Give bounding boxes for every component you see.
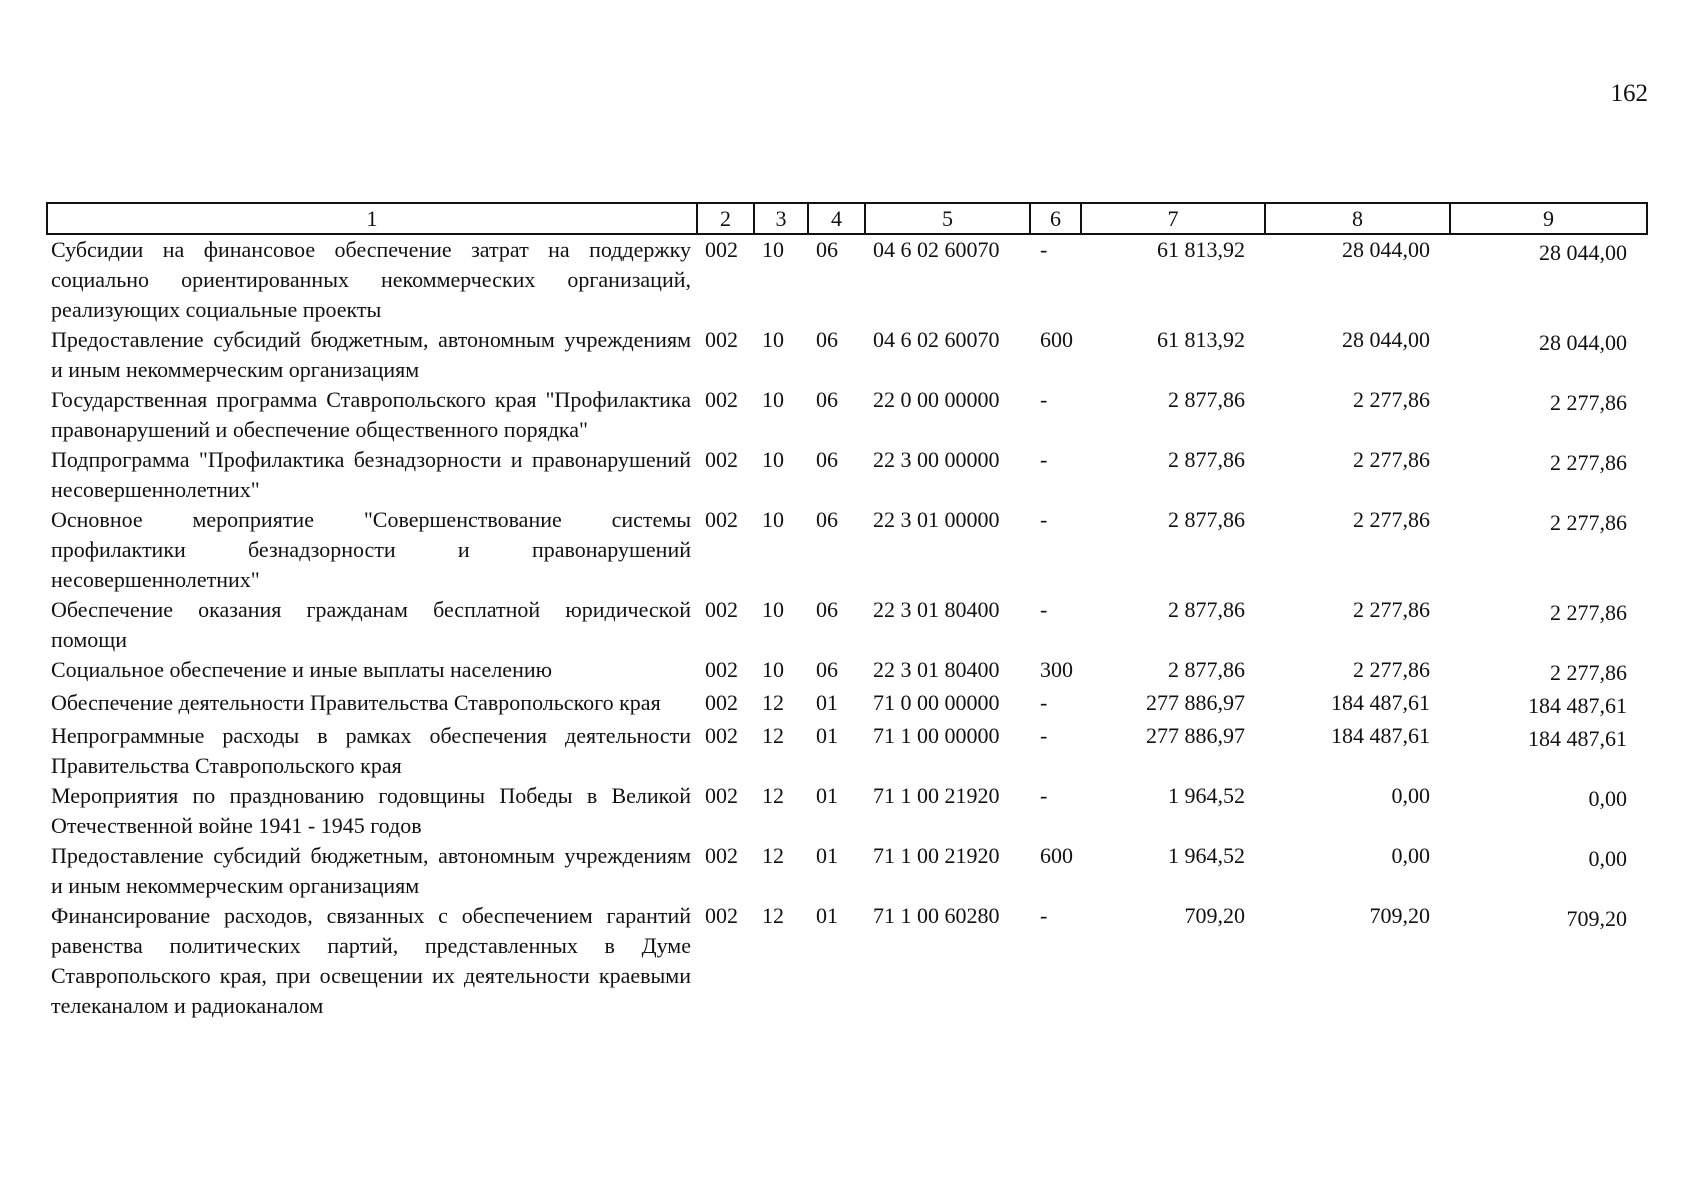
subsection-code: 06 <box>816 657 838 682</box>
target-article-code: 22 3 01 80400 <box>873 657 1000 682</box>
table-row <box>47 655 1647 688</box>
expense-name: Предоставление субсидий бюджетным, автономным учреждениям и иным некоммерческим организациям <box>51 843 691 898</box>
section-code: 12 <box>762 783 784 808</box>
amount-col-8: 184 487,61 <box>1331 723 1430 748</box>
expense-name: Обеспечение деятельности Правительства Ставропольского края <box>51 690 661 715</box>
subsection-code: 01 <box>816 903 838 928</box>
section-code: 10 <box>762 237 784 262</box>
amount-col-7: 2 877,86 <box>1168 597 1245 622</box>
amount-col-8: 2 277,86 <box>1353 507 1430 532</box>
subsection-code: 06 <box>816 387 838 412</box>
ministry-code: 002 <box>705 387 738 412</box>
expense-name: Основное мероприятие "Совершенствование системы профилактики безнадзорности и правонарушений несовершеннолетних" <box>51 507 691 592</box>
amount-col-9: 184 487,61 <box>1528 726 1627 751</box>
amount-col-9: 28 044,00 <box>1539 330 1627 355</box>
ministry-code: 002 <box>705 447 738 472</box>
amount-col-9: 2 277,86 <box>1550 600 1627 625</box>
ministry-code: 002 <box>705 723 738 748</box>
target-article-code: 71 0 00 00000 <box>873 690 1000 715</box>
amount-col-8: 28 044,00 <box>1342 237 1430 262</box>
expense-name: Государственная программа Ставропольского края "Профилактика правонарушений и обеспечение общественного порядка" <box>51 387 691 442</box>
amount-col-8: 2 277,86 <box>1353 447 1430 472</box>
table-row <box>47 595 1647 655</box>
subsection-code: 01 <box>816 843 838 868</box>
amount-col-8: 0,00 <box>1391 783 1430 808</box>
section-code: 10 <box>762 597 784 622</box>
expense-name: Обеспечение оказания гражданам бесплатной юридической помощи <box>51 597 691 652</box>
table-row <box>47 385 1647 445</box>
expense-type-code: 600 <box>1040 327 1073 352</box>
ministry-code: 002 <box>705 783 738 808</box>
amount-col-9: 2 277,86 <box>1550 510 1627 535</box>
amount-col-8: 2 277,86 <box>1353 387 1430 412</box>
amount-col-7: 61 813,92 <box>1157 327 1245 352</box>
amount-col-7: 1 964,52 <box>1168 783 1245 808</box>
ministry-code: 002 <box>705 597 738 622</box>
ministry-code: 002 <box>705 237 738 262</box>
budget-table <box>46 202 1648 1021</box>
amount-col-7: 277 886,97 <box>1146 690 1245 715</box>
amount-col-7: 2 877,86 <box>1168 387 1245 412</box>
amount-col-8: 0,00 <box>1391 843 1430 868</box>
amount-col-7: 277 886,97 <box>1146 723 1245 748</box>
expense-type-code: 300 <box>1040 657 1073 682</box>
amount-col-9: 184 487,61 <box>1528 693 1627 718</box>
section-code: 12 <box>762 903 784 928</box>
amount-col-8: 2 277,86 <box>1353 657 1430 682</box>
target-article-code: 71 1 00 21920 <box>873 783 1000 808</box>
column-header: 3 <box>754 203 808 234</box>
subsection-code: 06 <box>816 237 838 262</box>
expense-type-code: - <box>1040 387 1048 412</box>
amount-col-9: 709,20 <box>1566 906 1627 931</box>
subsection-code: 06 <box>816 597 838 622</box>
expense-name: Подпрограмма "Профилактика безнадзорности и правонарушений несовершеннолетних" <box>51 447 691 502</box>
section-code: 10 <box>762 507 784 532</box>
expense-name: Социальное обеспечение и иные выплаты населению <box>51 657 553 682</box>
amount-col-7: 709,20 <box>1184 903 1245 928</box>
expense-name: Непрограммные расходы в рамках обеспечения деятельности Правительства Ставропольского края <box>51 723 691 778</box>
expense-type-code: - <box>1040 723 1048 748</box>
subsection-code: 06 <box>816 507 838 532</box>
ministry-code: 002 <box>705 903 738 928</box>
amount-col-7: 2 877,86 <box>1168 657 1245 682</box>
subsection-code: 06 <box>816 327 838 352</box>
subsection-code: 01 <box>816 690 838 715</box>
column-header: 6 <box>1030 203 1081 234</box>
column-header: 7 <box>1081 203 1265 234</box>
table-row <box>47 721 1647 781</box>
page-number: 162 <box>1610 80 1648 107</box>
expense-type-code: - <box>1040 447 1048 472</box>
section-code: 12 <box>762 843 784 868</box>
subsection-code: 01 <box>816 783 838 808</box>
column-header: 9 <box>1450 203 1647 234</box>
section-code: 12 <box>762 690 784 715</box>
table-row <box>47 505 1647 595</box>
expense-type-code: - <box>1040 903 1048 928</box>
amount-col-8: 709,20 <box>1369 903 1430 928</box>
section-code: 10 <box>762 387 784 412</box>
expense-name: Финансирование расходов, связанных с обеспечением гарантий равенства политических партий, представленных в Думе Ставропольского края, при освещении их деятельности краевыми телеканалом и радиоканалом <box>51 903 691 1018</box>
amount-col-8: 28 044,00 <box>1342 327 1430 352</box>
table-row <box>47 841 1647 901</box>
subsection-code: 06 <box>816 447 838 472</box>
expense-type-code: - <box>1040 237 1048 262</box>
target-article-code: 71 1 00 21920 <box>873 843 1000 868</box>
target-article-code: 04 6 02 60070 <box>873 237 1000 262</box>
column-header: 8 <box>1265 203 1450 234</box>
expense-name: Предоставление субсидий бюджетным, автономным учреждениям и иным некоммерческим организациям <box>51 327 691 382</box>
target-article-code: 22 3 01 80400 <box>873 597 1000 622</box>
amount-col-9: 0,00 <box>1588 846 1627 871</box>
ministry-code: 002 <box>705 507 738 532</box>
table-row <box>47 445 1647 505</box>
ministry-code: 002 <box>705 327 738 352</box>
table-row <box>47 901 1647 1021</box>
target-article-code: 22 3 00 00000 <box>873 447 1000 472</box>
column-header: 4 <box>808 203 865 234</box>
ministry-code: 002 <box>705 690 738 715</box>
ministry-code: 002 <box>705 843 738 868</box>
amount-col-8: 184 487,61 <box>1331 690 1430 715</box>
expense-type-code: - <box>1040 507 1048 532</box>
expense-type-code: - <box>1040 690 1048 715</box>
ministry-code: 002 <box>705 657 738 682</box>
table-header-row <box>47 203 1647 234</box>
expense-type-code: 600 <box>1040 843 1073 868</box>
section-code: 10 <box>762 447 784 472</box>
column-header: 1 <box>47 203 697 234</box>
target-article-code: 22 3 01 00000 <box>873 507 1000 532</box>
amount-col-8: 2 277,86 <box>1353 597 1430 622</box>
amount-col-7: 2 877,86 <box>1168 447 1245 472</box>
table-row <box>47 325 1647 385</box>
target-article-code: 04 6 02 60070 <box>873 327 1000 352</box>
table-row <box>47 688 1647 721</box>
section-code: 12 <box>762 723 784 748</box>
column-header: 2 <box>697 203 754 234</box>
amount-col-7: 1 964,52 <box>1168 843 1245 868</box>
target-article-code: 22 0 00 00000 <box>873 387 1000 412</box>
amount-col-7: 61 813,92 <box>1157 237 1245 262</box>
section-code: 10 <box>762 657 784 682</box>
expense-type-code: - <box>1040 783 1048 808</box>
subsection-code: 01 <box>816 723 838 748</box>
table-row <box>47 781 1647 841</box>
target-article-code: 71 1 00 60280 <box>873 903 1000 928</box>
amount-col-9: 2 277,86 <box>1550 660 1627 685</box>
expense-name: Мероприятия по празднованию годовщины Победы в Великой Отечественной войне 1941 - 1945 годов <box>51 783 691 838</box>
table-row <box>47 234 1647 325</box>
expense-name: Субсидии на финансовое обеспечение затрат на поддержку социально ориентированных некоммерческих организаций, реализующих социальные проекты <box>51 237 691 322</box>
amount-col-9: 2 277,86 <box>1550 450 1627 475</box>
target-article-code: 71 1 00 00000 <box>873 723 1000 748</box>
amount-col-9: 2 277,86 <box>1550 390 1627 415</box>
amount-col-9: 28 044,00 <box>1539 240 1627 265</box>
section-code: 10 <box>762 327 784 352</box>
amount-col-7: 2 877,86 <box>1168 507 1245 532</box>
column-header: 5 <box>865 203 1030 234</box>
expense-type-code: - <box>1040 597 1048 622</box>
amount-col-9: 0,00 <box>1588 786 1627 811</box>
